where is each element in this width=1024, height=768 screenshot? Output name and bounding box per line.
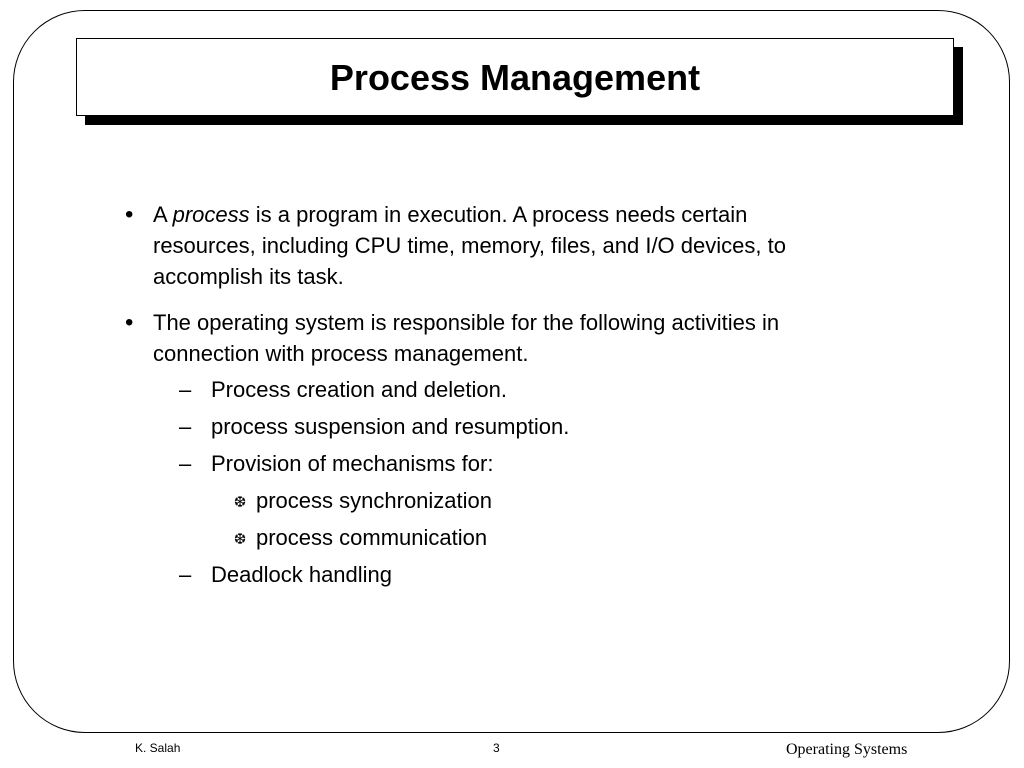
footer-course: Operating Systems (786, 741, 908, 758)
subsub-item-1-text: process synchronization (256, 488, 493, 513)
subsub-item-1 (232, 485, 492, 518)
snowflake-icon: ❆ (233, 494, 247, 511)
bullet-1-rest: is a program in execution. A process needs certain (249, 202, 748, 227)
sub-item-1 (179, 374, 507, 405)
sub-item-2-text: process suspension and resumption. (211, 414, 570, 439)
bullet-2-line-1: The operating system is responsible for the following activities in (153, 310, 780, 335)
bullet-icon: • (125, 309, 134, 336)
dash-icon: – (179, 414, 192, 439)
bullet-icon: • (125, 201, 134, 228)
snowflake-icon: ❆ (233, 531, 247, 548)
subsub-item-2 (232, 522, 487, 555)
bullet-1-emphasis: process (172, 202, 250, 227)
bullet-1-line-1 (153, 199, 913, 230)
bullet-1-line-3: accomplish its task. (153, 264, 344, 289)
slide-title: Process Management (329, 57, 701, 98)
footer-page-number: 3 (493, 741, 500, 755)
sub-item-1-text: Process creation and deletion. (211, 377, 507, 402)
bullet-1-line-2: resources, including CPU time, memory, files, and I/O devices, to (153, 233, 786, 258)
bullet-1-prefix: A (153, 202, 173, 227)
sub-item-3-text: Provision of mechanisms for: (211, 451, 494, 476)
dash-icon: – (179, 562, 192, 587)
subsub-item-2-text: process communication (256, 525, 488, 550)
bullet-item-1 (125, 199, 913, 292)
dash-icon: – (179, 451, 192, 476)
sub-item-4 (179, 559, 393, 590)
sub-item-4-text: Deadlock handling (211, 562, 393, 587)
sub-item-2 (179, 411, 570, 442)
bullet-2-line-2: connection with process management. (153, 341, 529, 366)
sub-item-3 (179, 448, 494, 479)
footer-author: K. Salah (135, 741, 181, 755)
bullet-item-2 (125, 307, 913, 369)
dash-icon: – (179, 377, 192, 402)
